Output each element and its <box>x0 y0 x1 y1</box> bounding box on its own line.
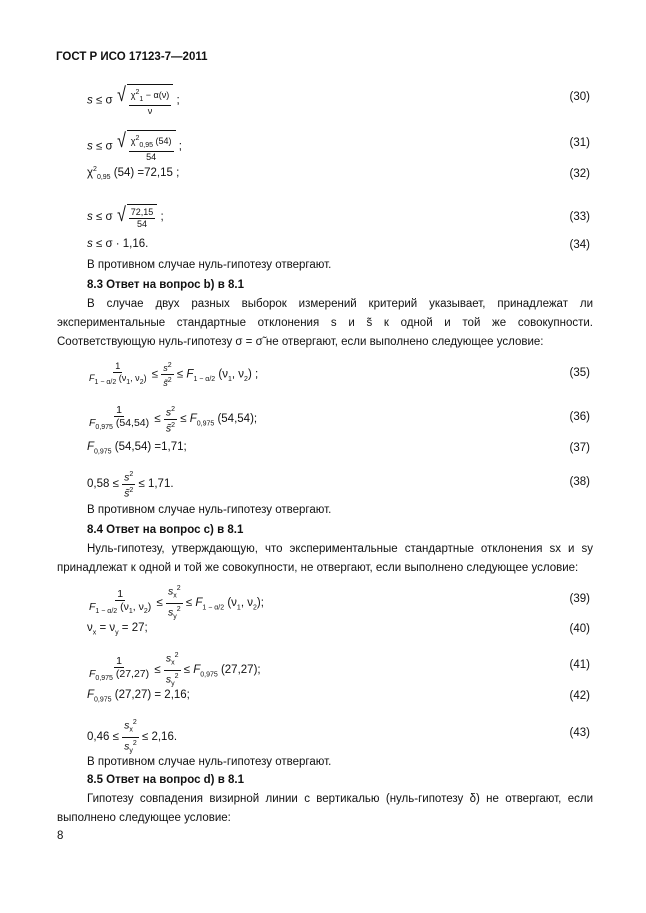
equation-number: (43) <box>569 727 590 739</box>
equation-30: s ≤ σ √ $\frac{\chi^2_1 - \alpha(\nu)}{\nu}$ ; <box>87 84 180 116</box>
equation-33: s ≤ σ √ $\frac{72,15}{54}$ ; <box>87 204 164 229</box>
equation-number: (35) <box>569 367 590 379</box>
section-8-3-paragraph: В случае двух разных выборок измерений критерий указывает, принадлежат ли экспериментальные стандартные отклонения s и s̃ к одной и той же совокупности. Соответствующую нуль-гипотезу σ = σ̃ не отвергают, если выполнено следующее условие: <box>57 298 593 348</box>
equation-number: (42) <box>569 690 590 702</box>
equation-34: s ≤ σ · 1,16. <box>87 238 149 250</box>
equation-40: $\nu_x = \nu_y = 27$; <box>87 622 148 637</box>
equation-38: 0,58 ≤ $\frac{s^2}{s̃^2}$ ≤ 1,71. <box>87 471 174 499</box>
equation-number: (30) <box>569 91 590 103</box>
section-8-5-paragraph: Гипотезу совпадения визирной линии с вертикалью (нуль-гипотезу δ) не отвергают, если выполнено следующее условие: <box>57 793 593 824</box>
equation-number: (34) <box>569 239 590 251</box>
equation-36: $\frac{1}{F_{0,975} (54,54)}$ ≤ $\frac{s^2}{s̃^2}$ ≤ $F_{0,975}$ (54,54); <box>89 404 258 435</box>
section-8-4-paragraph: Нуль-гипотезу, утверждающую, что экспериментальные стандартные отклонения sx и sy принадлежат к одной и той же совокупности, не отвергают, если выполнено следующее условие: <box>57 543 593 574</box>
equation-41: $\frac{1}{F_{0,975} (27,27)}$ ≤ $\frac{s_x^2}{s_y^2}$ ≤ $F_{0,975}$ (27,27); <box>89 652 261 688</box>
equation-number: (39) <box>569 593 590 605</box>
equation-35: $\frac{1}{F_{1 - \alpha/2} (\nu_1, \nu_2)}$ ≤ $\frac{s^2}{s̃^2}$ ≤ $F_{1 - \alpha/2}$ ($\nu_1$, $\nu_2$) ; <box>89 361 259 388</box>
equation-number: (38) <box>569 476 590 488</box>
equation-number: (37) <box>569 442 590 454</box>
equation-number: (36) <box>569 411 590 423</box>
equation-37: $F_{0,975}$ (54,54) =1,71; <box>87 441 187 456</box>
section-8-5-heading: 8.5 Ответ на вопрос d) в 8.1 <box>87 774 244 786</box>
rejection-note: В противном случае нуль-гипотезу отвергают. <box>87 756 332 768</box>
equation-number: (31) <box>569 137 590 149</box>
equation-42: $F_{0,975}$ (27,27) = 2,16; <box>87 689 190 704</box>
equation-31: s ≤ σ √ $\frac{\chi^2_{0,95} (54)}{54}$ ; <box>87 130 182 162</box>
section-8-4-heading: 8.4 Ответ на вопрос c) в 8.1 <box>87 524 244 536</box>
equation-number: (40) <box>569 623 590 635</box>
rejection-note: В противном случае нуль-гипотезу отвергают. <box>87 504 332 516</box>
equation-number: (41) <box>569 659 590 671</box>
equation-number: (32) <box>569 168 590 180</box>
equation-number: (33) <box>569 211 590 223</box>
document-header: ГОСТ Р ИСО 17123-7—2011 <box>56 51 208 63</box>
equation-32: $\chi^2_{0,95}$ (54) =72,15 ; <box>87 166 180 182</box>
rejection-note: В противном случае нуль-гипотезу отвергают. <box>87 259 332 271</box>
page-number: 8 <box>57 830 64 842</box>
equation-43: 0,46 ≤ $\frac{s_x^2}{s_y^2}$ ≤ 2,16. <box>87 719 178 755</box>
equation-39: $\frac{1}{F_{1 - \alpha/2} (\nu_1, \nu_2)}$ ≤ $\frac{s_x^2}{s_y^2}$ ≤ $F_{1 - \alpha/2}$ ($\nu_1$, $\nu_2$); <box>89 585 264 621</box>
section-8-3-heading: 8.3 Ответ на вопрос b) в 8.1 <box>87 279 244 291</box>
